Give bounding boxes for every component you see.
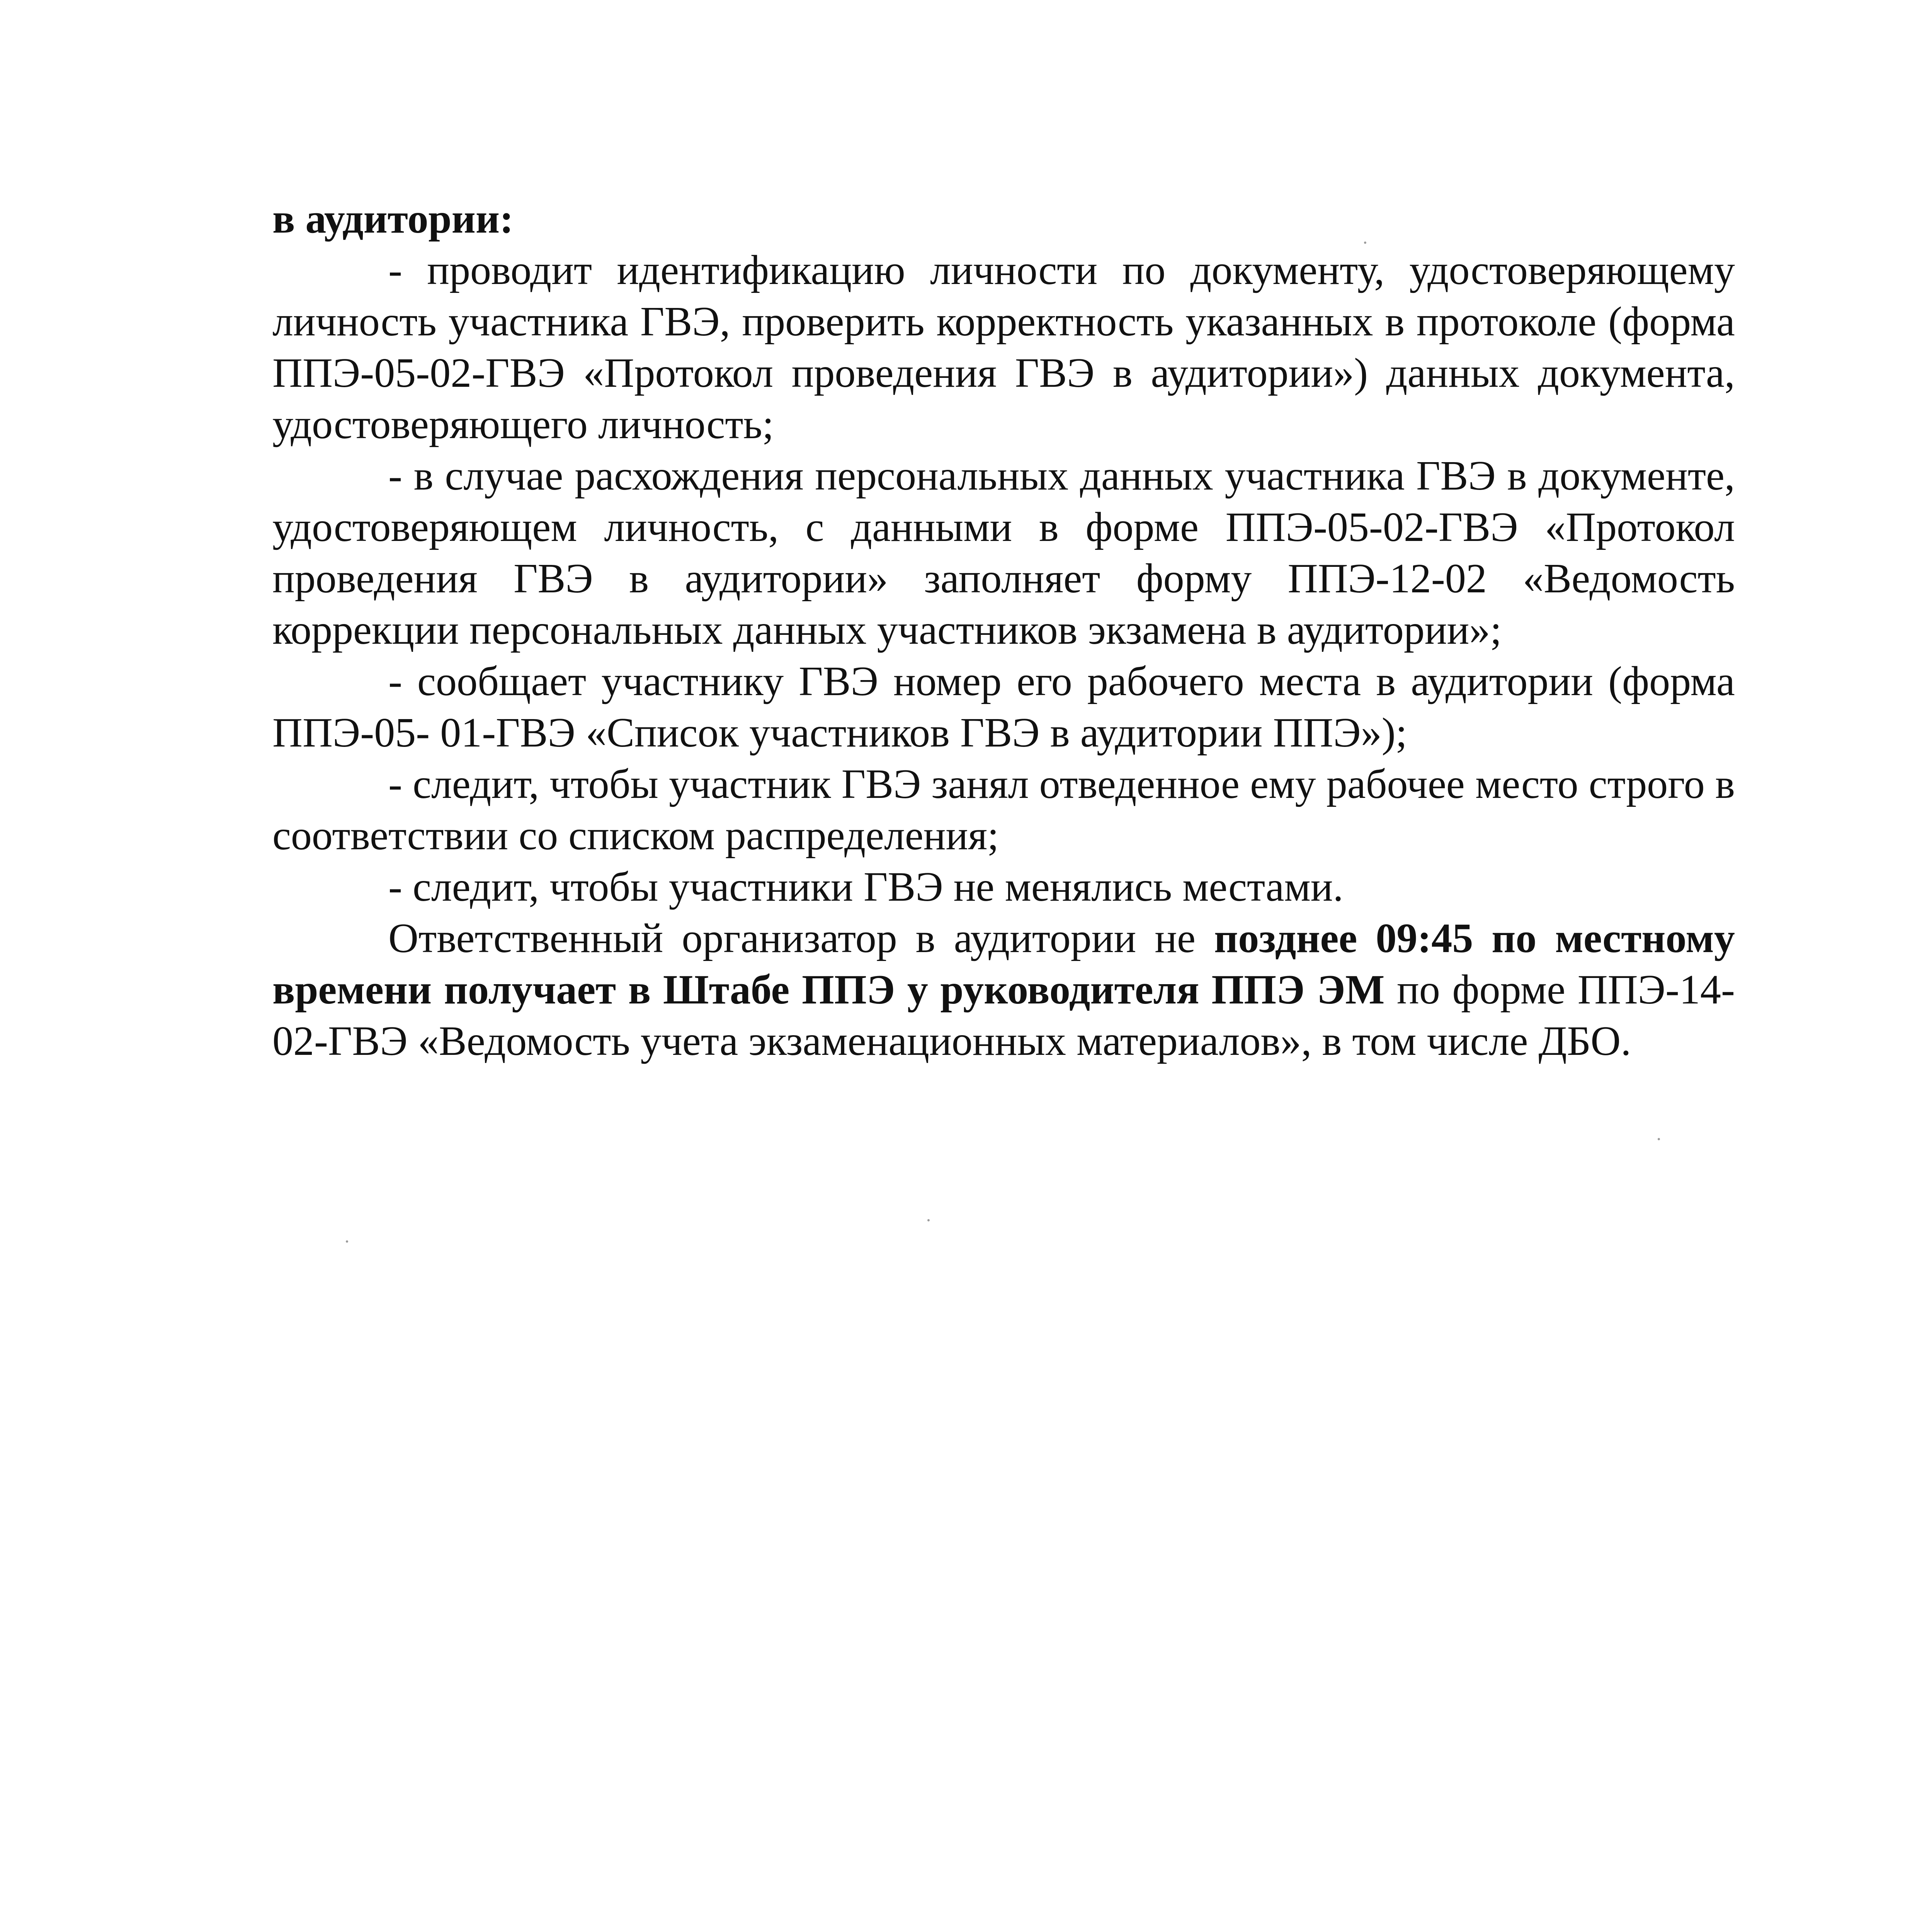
scan-speck: [927, 1219, 930, 1221]
scan-speck: [1364, 242, 1366, 244]
final-paragraph-bold-text: позднее 09:45 по местному времени получает в Штабе ППЭ у руководителя ППЭ ЭМ: [272, 915, 1735, 1013]
final-paragraph-text-end: по форме ППЭ-14-02-ГВЭ «Ведомость учета экзаменационных материалов», в том числе ДБО.: [272, 967, 1735, 1064]
final-paragraph-text-start: Ответственный организатор в аудитории не: [388, 915, 1214, 961]
section-heading: в аудитории:: [272, 196, 514, 242]
final-paragraph: [272, 913, 1735, 1067]
list-item: - следит, чтобы участники ГВЭ не менялись местами.: [388, 864, 1344, 910]
document-body: [272, 193, 1735, 1067]
scan-speck: [1658, 1138, 1660, 1140]
list-item: - в случае расхождения персональных данных участника ГВЭ в документе, удостоверяющем личность, с данными в форме ППЭ-05-02-ГВЭ «Протокол проведения ГВЭ в аудитории» заполняет форму ППЭ-12-02 «Ведомость коррекции персональных данных участников экзамена в аудитории»;: [272, 453, 1735, 653]
list-item: - следит, чтобы участник ГВЭ занял отведенное ему рабочее место строго в соответствии со списком распределения;: [272, 761, 1735, 859]
list-item: - сообщает участнику ГВЭ номер его рабочего места в аудитории (форма ППЭ-05- 01-ГВЭ «Список участников ГВЭ в аудитории ППЭ»);: [272, 658, 1735, 756]
list-item: - проводит идентификацию личности по документу, удостоверяющему личность участника ГВЭ, проверить корректность указанных в протоколе (форма ППЭ-05-02-ГВЭ «Протокол проведения ГВЭ в аудитории») данных документа, удостоверяющего личность;: [272, 247, 1735, 447]
scan-speck: [346, 1240, 348, 1243]
